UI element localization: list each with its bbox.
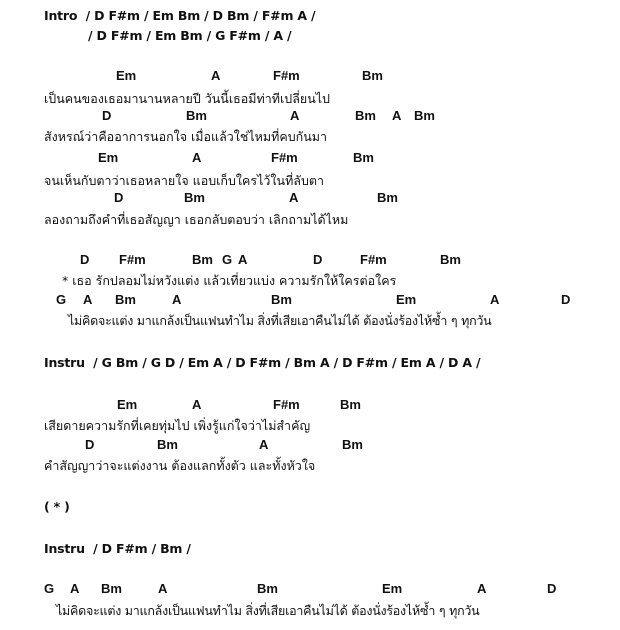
instru-chords: / D F#m / Bm / xyxy=(93,541,191,556)
chord: Em xyxy=(396,292,417,307)
chord: Em xyxy=(117,397,138,412)
chord: Bm xyxy=(157,437,178,452)
intro-line-1 xyxy=(44,8,315,23)
lyric-line: ไม่คิดจะแต่ง มาแกล้งเป็นแฟนทำไม สิ่งที่เสียเอาคืนไม่ได้ ต้องนั่งร้องไห้ซ้ำ ๆ ทุกวัน xyxy=(56,603,480,618)
chord: Bm xyxy=(257,581,278,596)
chord: Bm xyxy=(340,397,361,412)
intro-label: Intro xyxy=(44,8,78,23)
chord: G xyxy=(56,292,67,307)
lyric-line: สังหรณ์ว่าคืออาการนอกใจ เมื่อแล้วใช่ไหมที่คบกันมา xyxy=(44,129,328,144)
chord: Bm xyxy=(271,292,292,307)
instru-label: Instru xyxy=(44,355,85,370)
chord: A xyxy=(172,292,182,307)
chord: A xyxy=(392,108,402,123)
chorus-repeat-marker: ( * ) xyxy=(44,499,70,514)
chord: Bm xyxy=(362,68,383,83)
chord: Bm xyxy=(186,108,207,123)
instru-chords: / G Bm / G D / Em A / D F#m / Bm A / D F#m / Em A / D A / xyxy=(93,355,481,370)
chord: Bm xyxy=(377,190,398,205)
chord: A xyxy=(192,397,202,412)
chord: Em xyxy=(116,68,137,83)
chord: A xyxy=(490,292,500,307)
chord: F#m xyxy=(271,150,298,165)
chord: D xyxy=(102,108,112,123)
chord: Bm xyxy=(115,292,136,307)
lyric-line: เป็นคนของเธอมานานหลายปี วันนี้เธอมีท่าทีเปลี่ยนไป xyxy=(44,91,330,106)
chord: Bm xyxy=(192,252,213,267)
chord: A xyxy=(290,108,300,123)
chord: A xyxy=(192,150,202,165)
chord: Em xyxy=(98,150,119,165)
chord: F#m xyxy=(273,397,300,412)
lyric-line: ลองถามถึงคำที่เธอสัญญา เธอกลับตอบว่า เลิกถามได้ไหม xyxy=(44,212,349,227)
instru-label: Instru xyxy=(44,541,85,556)
chord: D xyxy=(547,581,557,596)
chord: F#m xyxy=(119,252,146,267)
chord: Bm xyxy=(353,150,374,165)
chord: D xyxy=(114,190,124,205)
chord: Bm xyxy=(414,108,435,123)
lyric-line: จนเห็นกับตาว่าเธอหลายใจ แอบเก็บใครไว้ในที่ลับตา xyxy=(44,173,325,188)
chord: D xyxy=(80,252,90,267)
chord: A xyxy=(70,581,80,596)
intro-chords-1: / D F#m / Em Bm / D Bm / F#m A / xyxy=(85,8,316,23)
lyric-line: ไม่คิดจะแต่ง มาแกล้งเป็นแฟนทำไม สิ่งที่เสียเอาคืนไม่ได้ ต้องนั่งร้องไห้ซ้ำ ๆ ทุกวัน xyxy=(68,313,492,328)
chord: Bm xyxy=(355,108,376,123)
instru-line-2 xyxy=(44,541,191,556)
chord: D xyxy=(85,437,95,452)
intro-chords-2: / D F#m / Em Bm / G F#m / A / xyxy=(88,28,292,43)
chord: Em xyxy=(382,581,403,596)
chord: A xyxy=(158,581,168,596)
chord: Bm xyxy=(342,437,363,452)
chord: G xyxy=(222,252,233,267)
chord: A xyxy=(211,68,221,83)
chord: A xyxy=(477,581,487,596)
chord: A xyxy=(238,252,248,267)
instru-line-1 xyxy=(44,355,480,370)
chord: A xyxy=(83,292,93,307)
chord: F#m xyxy=(273,68,300,83)
lyric-line: คำสัญญาว่าจะแต่งงาน ต้องแลกทั้งตัว และทั้งหัวใจ xyxy=(44,458,316,473)
chord: Bm xyxy=(184,190,205,205)
chord: A xyxy=(259,437,269,452)
chord: Bm xyxy=(101,581,122,596)
chord: F#m xyxy=(360,252,387,267)
chord: A xyxy=(289,190,299,205)
lyric-line: เสียดายความรักที่เคยทุ่มไป เพิ่งรู้แก่ใจว่าไม่สำคัญ xyxy=(44,418,311,433)
chord: D xyxy=(561,292,571,307)
chord: Bm xyxy=(440,252,461,267)
chord: D xyxy=(313,252,323,267)
chord: G xyxy=(44,581,55,596)
lyric-line: * เธอ รักปลอมไม่หวังแต่ง แล้วเที่ยวแบ่ง ความรักให้ใครต่อใคร xyxy=(62,273,397,288)
